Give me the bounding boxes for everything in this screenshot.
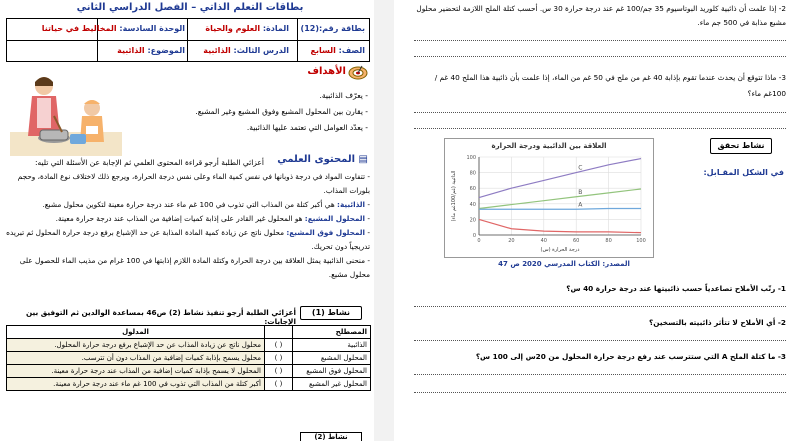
grade: الصف: السابع: [310, 46, 365, 55]
subject: المادة: العلوم والحياة: [205, 24, 289, 33]
table-row: [7, 378, 371, 391]
answer-line[interactable]: [414, 374, 786, 375]
answer-line[interactable]: [414, 112, 786, 113]
y-tick-label: 20: [469, 217, 476, 224]
table-row: [7, 352, 371, 365]
table-row: [7, 365, 371, 378]
x-tick-label: 80: [605, 238, 612, 244]
term-cell: المحلول المشبع: [293, 352, 371, 365]
science-paragraph: - تتفاوت المواد في درجة ذوبانها في نفس كمية الماء وعلى نفس درجة الحرارة، ويرجع ذلك لاختلاف نوع المادة، وحجم بلورات المذاب.: [17, 172, 370, 195]
x-tick-label: 0: [477, 238, 481, 244]
science-heading: ▤ المحتوى العلمي: [277, 154, 368, 165]
series-line-unnamed: [479, 219, 641, 232]
science-body: [6, 170, 370, 282]
answer-line[interactable]: [414, 392, 786, 393]
activity1-text: أعزائي الطلبة أرجو تنفيذ نشاط (2) ص46 بمساعدة الوالدين ثم التوفيق بين الإجابات:: [25, 308, 296, 326]
series-line-A: [479, 208, 641, 209]
unit: الوحدة السادسة: المخاليط في حياتنا: [41, 24, 185, 33]
answer-slot[interactable]: ( ): [265, 365, 293, 378]
figure-question: 2- أي الأملاح لا تتأثر ذائبيته بالتسخين؟: [649, 318, 786, 327]
book-icon: ▤: [358, 154, 368, 165]
answer-line[interactable]: [414, 40, 786, 41]
series-label: C: [578, 164, 583, 172]
objectives-list: [130, 88, 368, 136]
target-icon: [348, 64, 368, 80]
y-tick-label: 60: [469, 186, 476, 193]
science-heading-box: [268, 154, 368, 168]
header-box: [6, 18, 370, 62]
chart-source: المصدر: الكتاب المدرسي 2020 ص 47: [498, 260, 630, 268]
term-cell: المحلول فوق المشبع: [293, 365, 371, 378]
right-page: [394, 0, 792, 441]
objective-item: - يقارن بين المحلول المشبع وفوق المشبع وغير المشبع.: [195, 107, 368, 116]
objective-item: - يعرّف الذائبية.: [319, 91, 368, 100]
page-gap: [374, 0, 394, 441]
term-cell: الذائبية: [293, 339, 371, 352]
table-row: [7, 339, 371, 352]
x-tick-label: 40: [540, 238, 547, 244]
card-number: بطاقة رقم:(12): [300, 24, 365, 33]
answer-line[interactable]: [414, 56, 786, 57]
answer-line[interactable]: [414, 128, 786, 129]
chart-title: العلاقة بين الذائبية ودرجة الحرارة: [491, 142, 607, 150]
objective-item: - يعدّد العوامل التي تعتمد عليها الذائبية.: [246, 123, 368, 132]
y-axis-label: الذائبية (غم/100غم ماء): [451, 170, 457, 222]
series-label: B: [578, 188, 583, 196]
answer-line[interactable]: [414, 306, 786, 307]
series-line-B: [479, 189, 641, 209]
chart-canvas: [445, 139, 655, 259]
x-tick-label: 100: [636, 238, 646, 244]
science-paragraph: - المحلول المشبع: هو المحلول غير القادر على إذابة كميات إضافية من المذاب عند درجة حرارة معينة.: [55, 214, 370, 223]
activity1-label: نشاط (1): [300, 306, 362, 320]
definition-cell: محلول يسمح بإذابة كميات إضافية من المذاب دون أن تترسب.: [7, 352, 265, 365]
definition-cell: محلول ناتج عن زيادة المذاب عن حد الإشباع برفع درجة حرارة المحلول.: [7, 339, 265, 352]
y-tick-label: 0: [472, 233, 476, 239]
figure-intro: في الشكل المقـابل:: [703, 168, 784, 177]
table-header-row: [7, 326, 371, 339]
question-3: 3- ماذا تتوقع أن يحدث عندما تقوم بإذابة 40 غم من ملح في 50 غم من الماء، إذا علمت بأن ذائبية هذا الملح 40 غم / 100غم ماء؟: [434, 73, 786, 98]
science-paragraph: - المحلول فوق المشبع: محلول ناتج عن زيادة كمية المادة المذابة عن حد الإشباع برفع درجة حرارة المحلول ثم تبريده تدريجياً دون تحريك.: [6, 228, 370, 251]
col-term: المصطلح: [293, 326, 371, 339]
y-tick-label: 40: [469, 201, 476, 208]
col-meaning: المدلول: [7, 326, 265, 339]
term-cell: المحلول غير المشبع: [293, 378, 371, 391]
objectives-heading: الأهداف: [307, 66, 346, 77]
matching-table: [6, 325, 371, 391]
x-tick-label: 60: [573, 238, 580, 244]
answer-slot[interactable]: ( ): [265, 378, 293, 391]
figure-question: 1- رتّب الأملاح تصاعدياً حسب ذائبيتها عند درجة حرارة 40 س؟: [566, 284, 786, 293]
x-tick-label: 20: [508, 238, 515, 244]
activity2-label: نشاط (2): [300, 432, 362, 441]
science-paragraph: - منحنى الذائبية يمثل العلاقة بين درجة الحرارة وكتلة المادة اللازم إذابتها في 100 غرام من مذيب الماء للحصول على محلول مشبع.: [19, 256, 370, 279]
y-tick-label: 100: [466, 155, 476, 161]
lesson: الدرس الثالث: الذائبية: [203, 46, 289, 55]
question-2: 2- إذا علمت أن ذائبية كلوريد البوتاسيوم 35 جم/100 غم عند درجة حرارة 30 س. أحسب كتلة الملح اللازمة لتحضير محلول مشبع مذابة في 500 جم ماء.: [416, 4, 786, 27]
definition-cell: أكبر كتلة من المذاب التي تذوب في 100 غم ماء عند درجة حرارة معينة.: [7, 378, 265, 391]
science-intro: أعزائي الطلبة أرجو قراءة المحتوى العلمي ثم الإجابة عن الأسئلة التي تليه:: [34, 158, 264, 167]
card-title: بطاقات التعلم الذاتي – الفصل الدراسي الثاني: [76, 2, 304, 13]
y-tick-label: 80: [469, 170, 476, 177]
left-page: [0, 0, 374, 441]
kitchen-illustration: [10, 72, 122, 156]
x-axis-label: درجة الحرارة (س): [540, 247, 580, 253]
answer-slot[interactable]: ( ): [265, 339, 293, 352]
science-paragraph: - الذائبية: هي أكبر كتلة من المذاب التي تذوب في 100 غم ماء عند درجة حرارة معينة لتكوين محلول مشبع.: [42, 200, 370, 209]
activity-check-label: نشاط تحقق: [710, 138, 772, 154]
answer-slot[interactable]: ( ): [265, 352, 293, 365]
solubility-chart: [444, 138, 654, 258]
topic: الموضوع: الذائبية: [117, 46, 185, 55]
definition-cell: المحلول لا يسمح بإذابة كميات إضافية من المذاب عند درجة حرارة معينة.: [7, 365, 265, 378]
figure-question: 3- ما كتلة الملح A التي ستترسب عند رفع درجة حرارة المحلول من 20س إلى 100 س؟: [475, 352, 786, 361]
series-label: A: [578, 201, 583, 209]
answer-line[interactable]: [414, 340, 786, 341]
